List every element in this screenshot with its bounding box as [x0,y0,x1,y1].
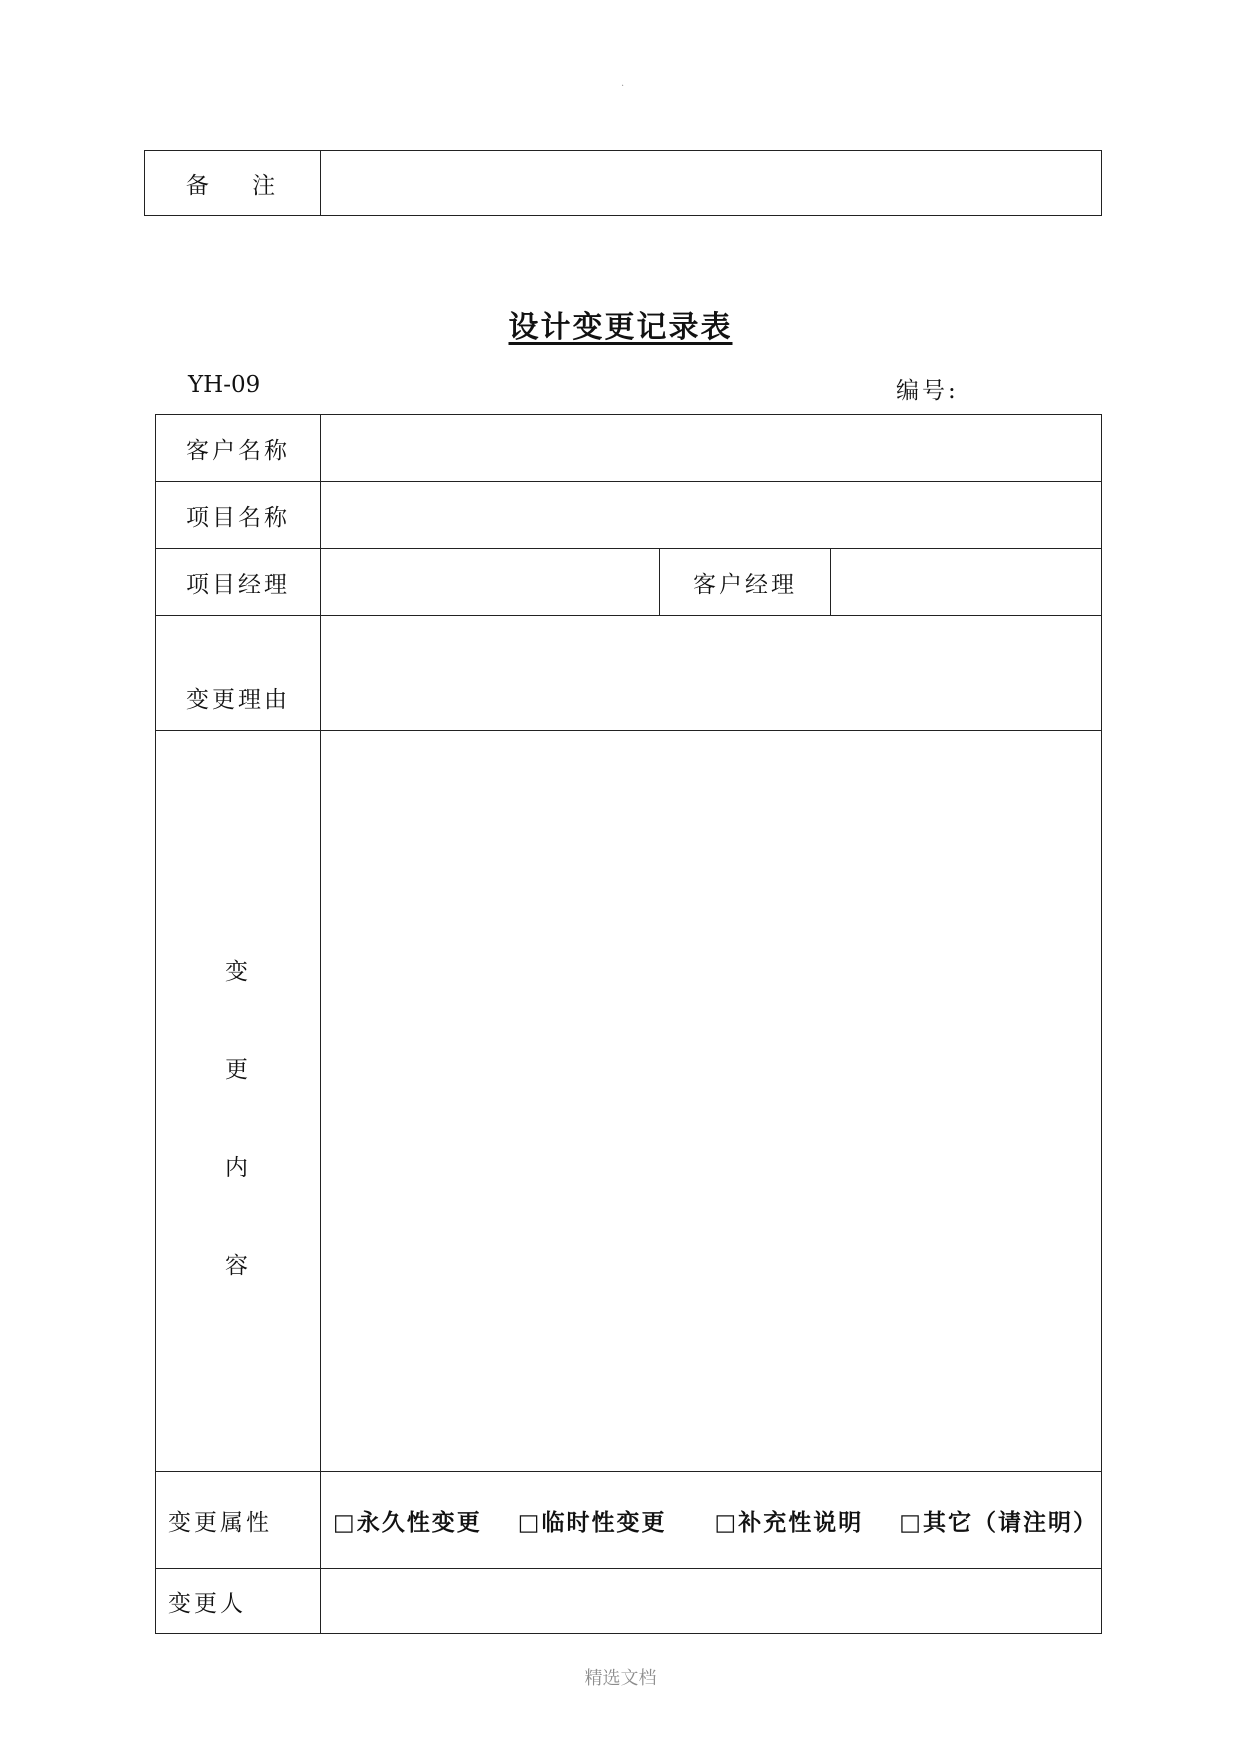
remarks-label: 备 注 [145,151,321,216]
managers-row [156,549,1102,616]
change-reason-row [156,616,1102,731]
serial-number-label: 编号: [896,378,959,404]
changer-row [156,1569,1102,1634]
form-title-text: 设计变更记录表 [508,310,733,345]
supplementary-note-checkbox[interactable]: □补充性说明 [714,1508,864,1536]
permanent-change-checkbox[interactable]: □永久性变更 [333,1508,482,1536]
customer-name-row [156,415,1102,482]
changer-field[interactable] [321,1569,1102,1634]
remarks-field[interactable] [321,151,1102,216]
project-manager-label: 项目经理 [156,549,321,616]
changer-label: 变更人 [156,1569,321,1634]
temporary-change-checkbox[interactable]: □临时性变更 [517,1508,667,1536]
change-reason-field[interactable] [321,616,1102,731]
other-checkbox[interactable]: □其它（请注明） [899,1508,1098,1536]
remarks-table [144,150,1102,216]
design-change-form [155,414,1102,1634]
form-title [0,302,1241,346]
change-attribute-row [156,1472,1102,1569]
footer-watermark: 精选文档 [584,1668,657,1689]
change-content-row [156,731,1102,1472]
header-mark: . [621,78,625,89]
customer-name-field[interactable] [321,415,1102,482]
project-name-label: 项目名称 [156,482,321,549]
change-content-label [156,731,321,1472]
project-name-field[interactable] [321,482,1102,549]
account-manager-field[interactable] [831,549,1102,616]
change-content-label-char: 更 [225,1057,251,1083]
account-manager-label: 客户经理 [660,549,831,616]
customer-name-label: 客户名称 [156,415,321,482]
project-name-row [156,482,1102,549]
change-content-label-char: 变 [225,959,251,985]
project-manager-field[interactable] [321,549,660,616]
change-content-label-char: 内 [225,1155,251,1181]
change-attribute-label: 变更属性 [156,1472,321,1569]
change-reason-label: 变更理由 [156,616,321,731]
change-attribute-options [321,1472,1102,1569]
change-content-label-char: 容 [225,1253,251,1279]
change-content-field[interactable] [321,731,1102,1472]
form-code: YH-09 [188,372,261,398]
